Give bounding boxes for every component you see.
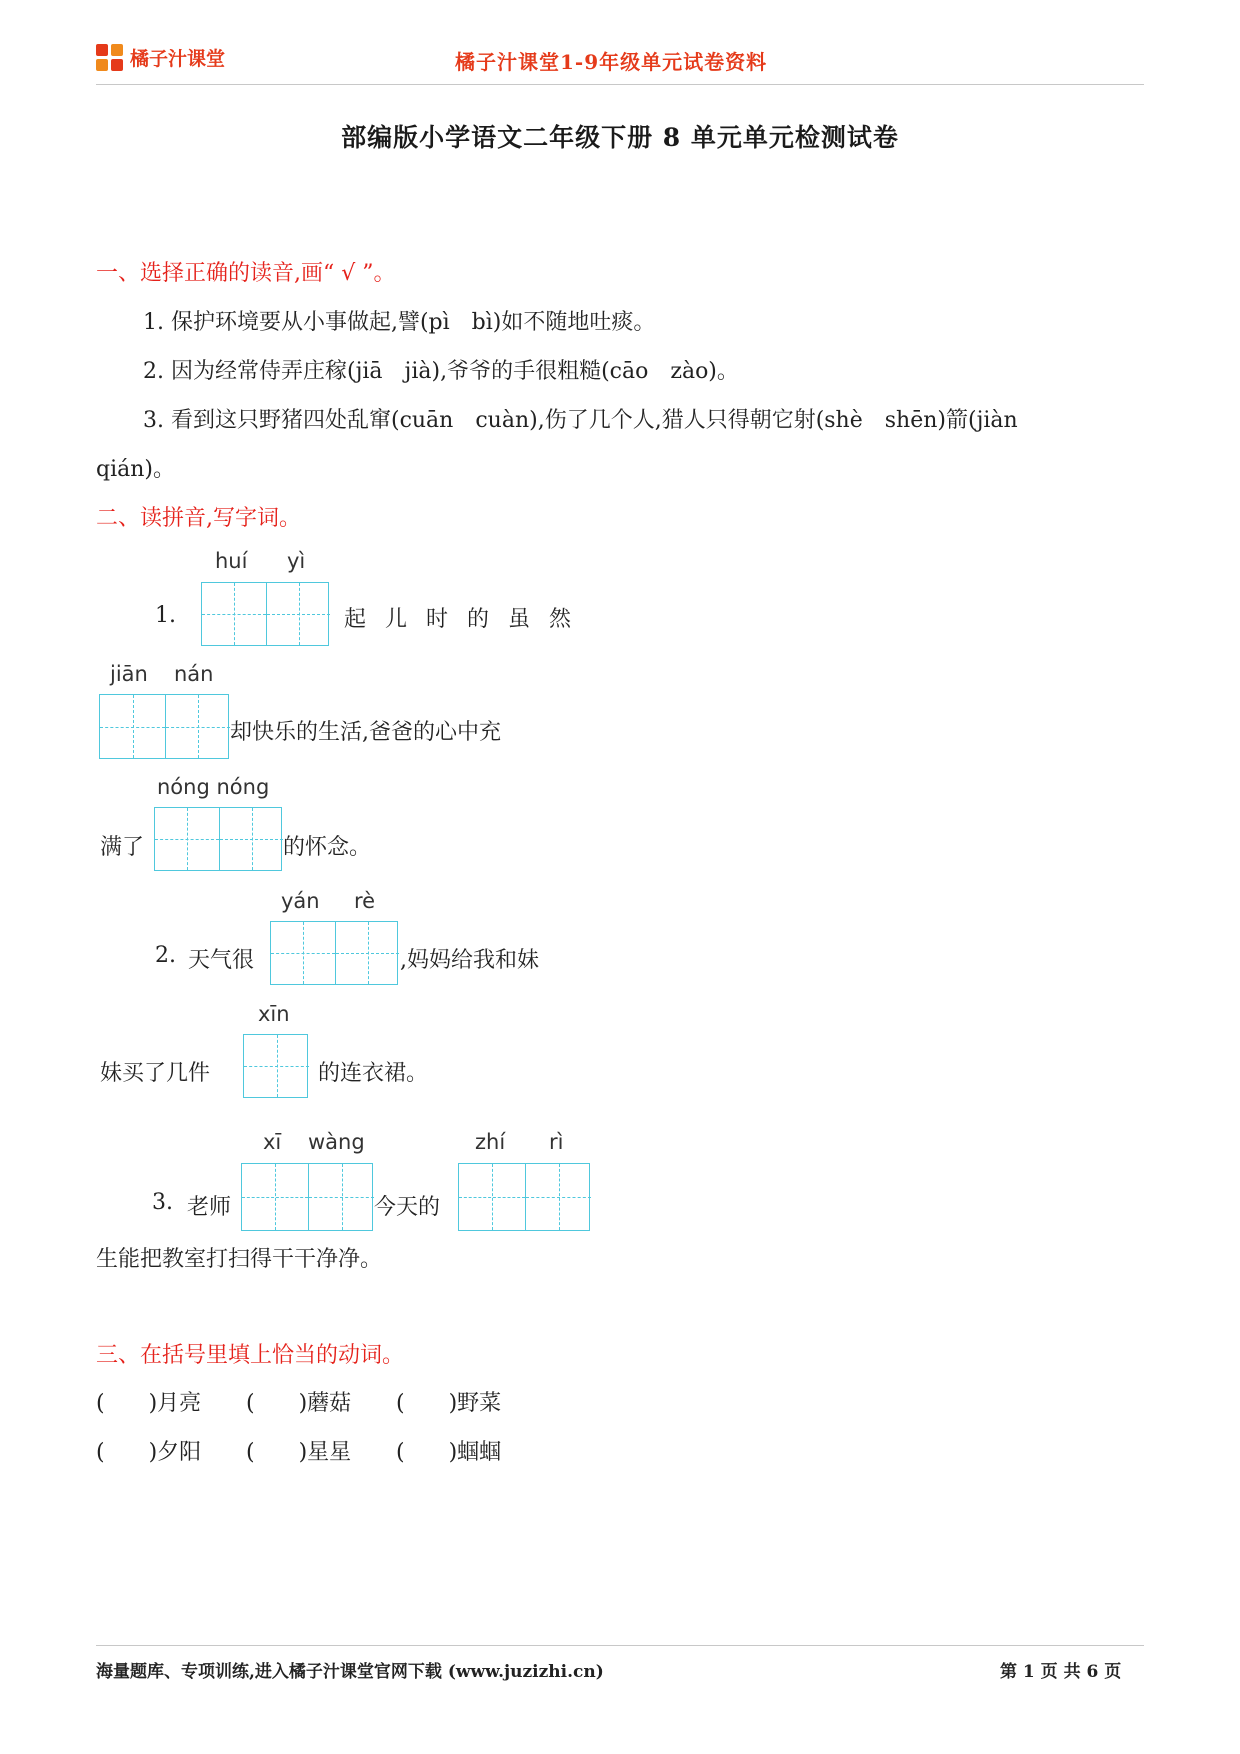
page-number: 第 1 页 共 6 页 <box>1000 1662 1122 1682</box>
fill-text: 天气很 <box>188 948 255 973</box>
pinyin: yán <box>281 889 320 913</box>
brand-logo-icon <box>96 44 126 74</box>
fill-text: 满了 <box>100 835 145 860</box>
section2-heading: 二、读拼音,写字词。 <box>96 506 301 531</box>
fill-text: 起 儿 时 的 虽 然 <box>344 607 577 632</box>
fill-text: 却快乐的生活,爸爸的心中充 <box>230 720 501 745</box>
pinyin: xī <box>263 1130 282 1154</box>
writing-box-huiyi[interactable] <box>201 582 329 646</box>
blank-item[interactable]: ( )蝈蝈 <box>396 1440 502 1465</box>
writing-box-xin[interactable] <box>243 1034 308 1098</box>
section1-question-1: 1. 保护环境要从小事做起,譬(pì bì)如不随地吐痰。 <box>143 310 656 335</box>
brand-name: 橘子汁课堂 <box>130 48 226 70</box>
writing-box-xiwang[interactable] <box>241 1163 373 1231</box>
blank-item[interactable]: ( )蘑菇 <box>246 1391 352 1416</box>
pinyin: rì <box>549 1130 564 1154</box>
header-title: 橘子汁课堂1-9年级单元试卷资料 <box>455 50 768 74</box>
pinyin: huí <box>215 549 248 573</box>
writing-box-nongnong[interactable] <box>154 807 282 871</box>
pinyin: xīn <box>258 1002 290 1026</box>
question-number: 3. <box>152 1190 173 1215</box>
fill-text: 妹买了几件 <box>100 1061 211 1086</box>
fill-text: 生能把教室打扫得干干净净。 <box>96 1247 383 1272</box>
pinyin: nóng nóng <box>157 775 270 799</box>
question-number: 1. <box>155 603 176 628</box>
fill-text: ,妈妈给我和妹 <box>400 948 539 973</box>
pinyin: jiān <box>110 662 148 686</box>
question-number: 2. <box>155 943 176 968</box>
blank-item[interactable]: ( )野菜 <box>396 1391 502 1416</box>
document-title: 部编版小学语文二年级下册 8 单元单元检测试卷 <box>341 123 899 152</box>
section3-heading: 三、在括号里填上恰当的动词。 <box>96 1343 405 1368</box>
blank-item[interactable]: ( )月亮 <box>96 1391 202 1416</box>
pinyin: zhí <box>475 1130 506 1154</box>
section1-question-3-cont: qián)。 <box>96 457 175 482</box>
pinyin: wàng <box>308 1130 365 1154</box>
section1-heading: 一、选择正确的读音,画“ √ ”。 <box>96 261 396 286</box>
header-divider <box>96 84 1144 85</box>
pinyin: rè <box>354 889 376 913</box>
footer-divider <box>96 1645 1144 1646</box>
pinyin: yì <box>287 549 306 573</box>
blank-item[interactable]: ( )星星 <box>246 1440 352 1465</box>
writing-box-jiannan[interactable] <box>99 694 229 759</box>
section1-question-2: 2. 因为经常侍弄庄稼(jiā jià),爷爷的手很粗糙(cāo zào)。 <box>143 359 739 384</box>
section1-question-3: 3. 看到这只野猪四处乱窜(cuān cuàn),伤了几个人,猎人只得朝它射(shè shēn)箭(jiàn <box>143 408 1018 433</box>
fill-text: 老师 <box>187 1195 232 1220</box>
fill-text: 的连衣裙。 <box>318 1061 429 1086</box>
fill-text: 今天的 <box>374 1195 441 1220</box>
blank-item[interactable]: ( )夕阳 <box>96 1440 202 1465</box>
footer-link-text: 海量题库、专项训练,进入橘子汁课堂官网下载 (www.juzizhi.cn) <box>96 1662 604 1682</box>
writing-box-yanre[interactable] <box>270 921 398 985</box>
pinyin: nán <box>174 662 214 686</box>
fill-text: 的怀念。 <box>283 835 372 860</box>
writing-box-zhiri[interactable] <box>458 1163 590 1231</box>
